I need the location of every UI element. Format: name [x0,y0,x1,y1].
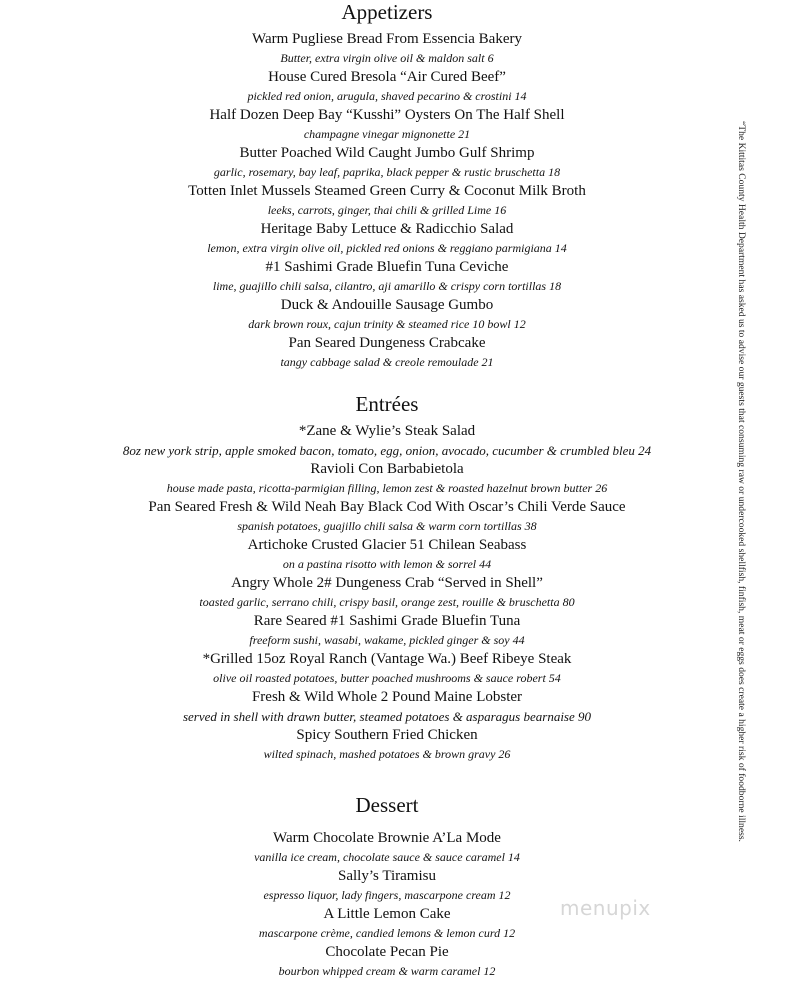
menu-item-description: garlic, rosemary, bay leaf, paprika, black pepper & rustic bruschetta 18 [213,165,561,179]
health-advisory-notice [735,121,749,842]
menu-item-description: on a pastina risotto with lemon & sorrel 44 [282,557,492,571]
menu-item-description: pickled red onion, arugula, shaved pecarino & crostini 14 [247,89,527,103]
menu-item-description: espresso liquor, lady fingers, mascarpone cream 12 [263,888,511,902]
menu-item-description: wilted spinach, mashed potatoes & brown gravy 26 [263,747,511,761]
menu-item-description: house made pasta, ricotta-parmigian filling, lemon zest & roasted hazelnut brown butter 26 [166,481,608,495]
menu-item-description: lime, guajillo chili salsa, cilantro, aji amarillo & crispy corn tortillas 18 [212,279,562,293]
health-advisory-text: “The Kittitas County Health Department has asked us to advise our guests that consuming raw or undercooked shellfish, finfish, meat or eggs does create a higher risk of foodborne illness. [736,121,747,842]
menu-item-description: vanilla ice cream, chocolate sauce & sauce caramel 14 [254,850,520,864]
section-title-entrees: Entrées [355,392,419,416]
menu-item-description: dark brown roux, cajun trinity & steamed rice 10 bowl 12 [248,317,526,331]
menu-item-description: lemon, extra virgin olive oil, pickled red onions & reggiano parmigiana 14 [207,241,567,255]
menu-item-name: Half Dozen Deep Bay “Kusshi” Oysters On The Half Shell [209,107,565,123]
menu-item-name: Pan Seared Fresh & Wild Neah Bay Black Cod With Oscar’s Chili Verde Sauce [148,499,626,515]
menu-item-name: #1 Sashimi Grade Bluefin Tuna Ceviche [265,259,509,275]
menu-item-name: Spicy Southern Fried Chicken [296,727,478,743]
menu-item-name: Angry Whole 2# Dungeness Crab “Served in Shell” [231,575,543,591]
menu-item-name: House Cured Bresola “Air Cured Beef” [268,69,506,85]
section-title-dessert: Dessert [355,793,419,817]
menu-item-name: Pan Seared Dungeness Crabcake [288,335,486,351]
section-title-appetizers: Appetizers [341,0,433,24]
menu-item-name: Warm Pugliese Bread From Essencia Bakery [252,31,522,47]
menu-item-name: *Grilled 15oz Royal Ranch (Vantage Wa.) Beef Ribeye Steak [202,651,572,667]
menu-item-name: Heritage Baby Lettuce & Radicchio Salad [260,221,514,237]
menu-item-name: Butter Poached Wild Caught Jumbo Gulf Shrimp [239,145,535,161]
menu-item-description: served in shell with drawn butter, steamed potatoes & asparagus bearnaise 90 [182,709,592,724]
menu-item-name: Totten Inlet Mussels Steamed Green Curry & Coconut Milk Broth [188,183,586,199]
menu-item-description: tangy cabbage salad & creole remoulade 21 [280,355,494,369]
menu-item-description: 8oz new york strip, apple smoked bacon, tomato, egg, onion, avocado, cucumber & crumbled bleu 24 [122,443,652,458]
menu-item-name: Duck & Andouille Sausage Gumbo [280,297,494,313]
entrees-section [0,392,774,764]
appetizers-section [0,0,774,372]
menu-item-name: Warm Chocolate Brownie A’La Mode [273,830,501,846]
menu-item-description: toasted garlic, serrano chili, crispy basil, orange zest, rouille & bruschetta 80 [199,595,575,609]
menu-item-description: champagne vinegar mignonette 21 [303,127,471,141]
menu-item-name: Sally’s Tiramisu [338,868,436,884]
menu-item-name: Rare Seared #1 Sashimi Grade Bluefin Tuna [253,613,521,629]
menu-item-name: Chocolate Pecan Pie [325,944,449,960]
menupix-watermark: menupix [560,896,651,920]
menu-item-name: Fresh & Wild Whole 2 Pound Maine Lobster [251,689,523,705]
menu-item-description: bourbon whipped cream & warm caramel 12 [278,964,496,978]
menu-item-description: olive oil roasted potatoes, butter poached mushrooms & sauce robert 54 [213,671,561,685]
menu-item-name: Ravioli Con Barbabietola [310,461,464,477]
menu-item-description: leeks, carrots, ginger, thai chili & grilled Lime 16 [267,203,507,217]
menu-item-description: mascarpone crème, candied lemons & lemon curd 12 [258,926,516,940]
dessert-section [0,793,774,981]
menu-item-name: Artichoke Crusted Glacier 51 Chilean Seabass [247,537,527,553]
menu-item-description: Butter, extra virgin olive oil & maldon salt 6 [280,51,494,65]
menu-item-name: *Zane & Wylie’s Steak Salad [298,423,476,439]
menu-item-description: spanish potatoes, guajillo chili salsa & warm corn tortillas 38 [237,519,537,533]
menu-item-description: freeform sushi, wasabi, wakame, pickled ginger & soy 44 [249,633,525,647]
menu-item-name: A Little Lemon Cake [323,906,451,922]
